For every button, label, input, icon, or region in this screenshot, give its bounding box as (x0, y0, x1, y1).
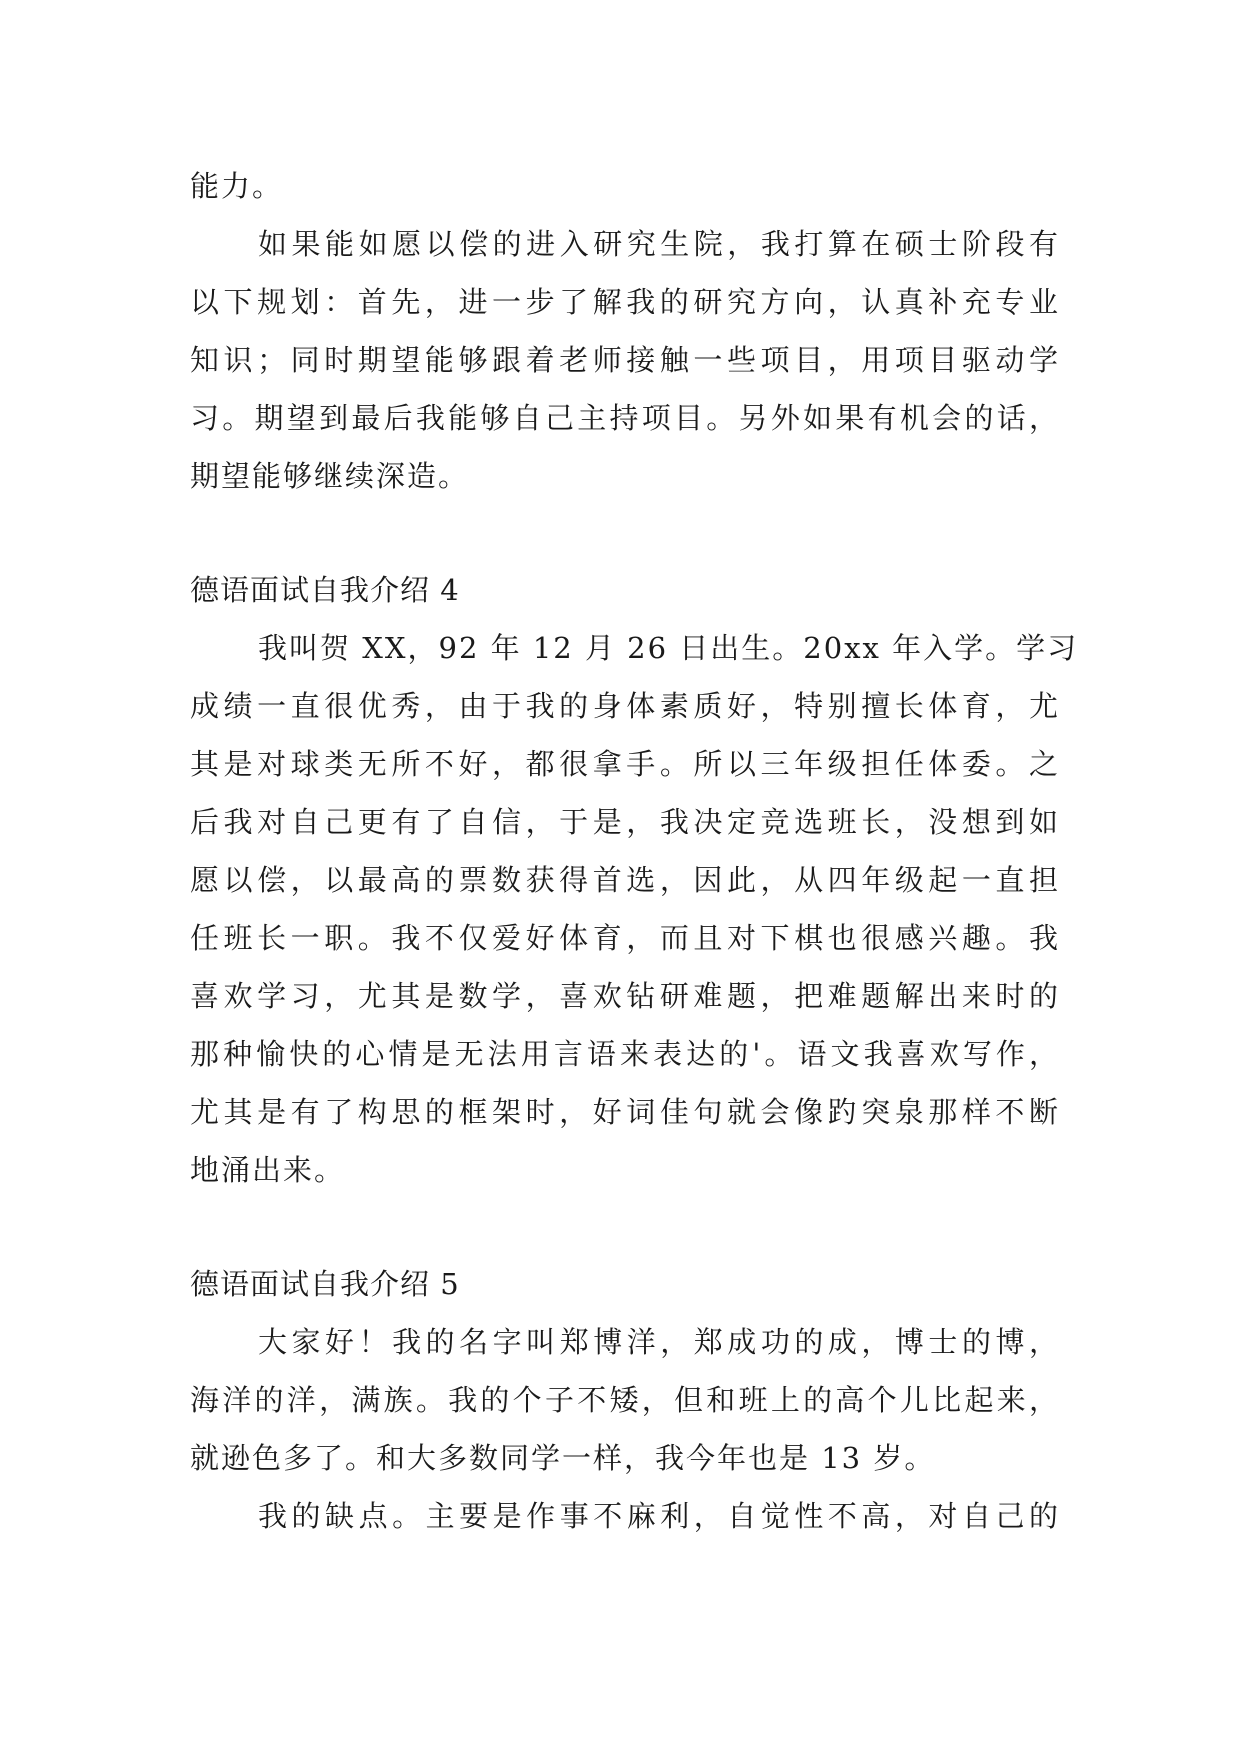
text-line: 就逊色多了。和大多数同学一样，我今年也是 13 岁。 (190, 1441, 936, 1475)
text-line: 海洋的洋，满族。我的个子不矮，但和班上的高个儿比起来， (190, 1383, 1060, 1417)
text-line: 喜欢学习，尤其是数学，喜欢钻研难题，把难题解出来时的 (190, 979, 1060, 1013)
text-line: 任班长一职。我不仅爱好体育，而且对下棋也很感兴趣。我 (190, 921, 1060, 955)
text-line: 习。期望到最后我能够自己主持项目。另外如果有机会的话， (190, 401, 1060, 435)
text-line: 如果能如愿以偿的进入研究生院，我打算在硕士阶段有 (258, 227, 1060, 261)
text-line: 成绩一直很优秀，由于我的身体素质好，特别擅长体育，尤 (190, 689, 1060, 723)
section-heading: 德语面试自我介绍 5 (190, 1267, 460, 1301)
text-line: 其是对球类无所不好，都很拿手。所以三年级担任体委。之 (190, 747, 1060, 781)
text-line: 愿以偿，以最高的票数获得首选，因此，从四年级起一直担 (190, 863, 1060, 897)
text-line: 我的缺点。主要是作事不麻利，自觉性不高，对自己的 (258, 1499, 1060, 1533)
text-line: 我叫贺 XX，92 年 12 月 26 日出生。20xx 年入学。学习 (258, 631, 1079, 665)
text-line: 地涌出来。 (190, 1153, 346, 1187)
text-line: 后我对自己更有了自信，于是，我决定竞选班长，没想到如 (190, 805, 1060, 839)
text-line: 以下规划：首先，进一步了解我的研究方向，认真补充专业 (190, 285, 1060, 319)
text-line: 大家好！我的名字叫郑博洋，郑成功的成，博士的博， (258, 1325, 1060, 1359)
section-heading: 德语面试自我介绍 4 (190, 573, 460, 607)
text-line: 能力。 (190, 169, 284, 203)
text-line: 期望能够继续深造。 (190, 459, 470, 493)
text-line: 那种愉快的心情是无法用言语来表达的'。语文我喜欢写作， (190, 1037, 1060, 1071)
text-line: 尤其是有了构思的框架时，好词佳句就会像趵突泉那样不断 (190, 1095, 1060, 1129)
text-line: 知识；同时期望能够跟着老师接触一些项目，用项目驱动学 (190, 343, 1060, 377)
